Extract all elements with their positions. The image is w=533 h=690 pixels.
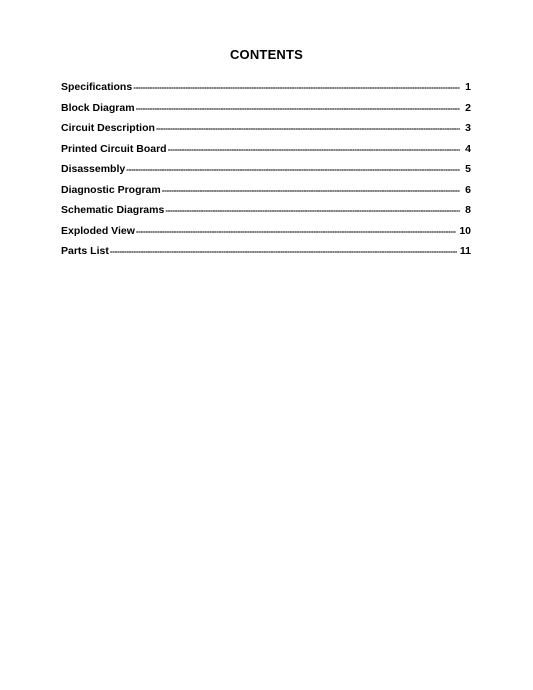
toc-entry-label: Block Diagram — [61, 101, 135, 114]
toc-entry-circuit-description — [61, 122, 471, 143]
toc-entry-page: 1 — [465, 81, 471, 93]
dot-leader — [165, 207, 460, 215]
toc-entry-disassembly — [61, 163, 471, 184]
page-title: CONTENTS — [229, 47, 304, 62]
dot-leader — [168, 146, 460, 154]
toc-entry-specifications — [61, 81, 471, 102]
table-of-contents — [61, 81, 471, 266]
toc-entry-page: 2 — [465, 101, 471, 114]
toc-entry-page: 10 — [459, 224, 471, 237]
toc-entry-label: Disassembly — [61, 163, 126, 175]
toc-entry-label: Exploded View — [61, 224, 135, 237]
toc-entry-page: 8 — [465, 204, 471, 216]
toc-entry-block-diagram — [61, 102, 471, 123]
dot-leader — [162, 187, 460, 195]
dot-leader — [156, 125, 460, 133]
toc-entry-parts-list — [61, 245, 471, 266]
toc-entry-page: 3 — [465, 122, 471, 134]
toc-entry-label: Specifications — [61, 81, 133, 93]
dot-leader — [133, 84, 460, 92]
toc-entry-label: Diagnostic Program — [61, 183, 161, 196]
toc-entry-page: 5 — [465, 163, 471, 175]
toc-entry-label: Circuit Description — [61, 122, 155, 134]
dot-leader — [136, 228, 456, 236]
dot-leader — [110, 248, 457, 256]
dot-leader — [126, 166, 460, 174]
toc-entry-diagnostic-program — [61, 184, 471, 205]
toc-entry-page: 6 — [465, 183, 471, 196]
dot-leader — [136, 105, 460, 113]
toc-entry-label: Printed Circuit Board — [61, 142, 167, 155]
toc-entry-page: 11 — [459, 245, 471, 257]
toc-entry-printed-circuit-board — [61, 143, 471, 164]
toc-entry-label: Parts List — [61, 245, 109, 257]
toc-entry-schematic-diagrams — [61, 204, 471, 225]
toc-entry-exploded-view — [61, 225, 471, 246]
toc-entry-page: 4 — [465, 142, 471, 155]
toc-entry-label: Schematic Diagrams — [61, 204, 165, 216]
